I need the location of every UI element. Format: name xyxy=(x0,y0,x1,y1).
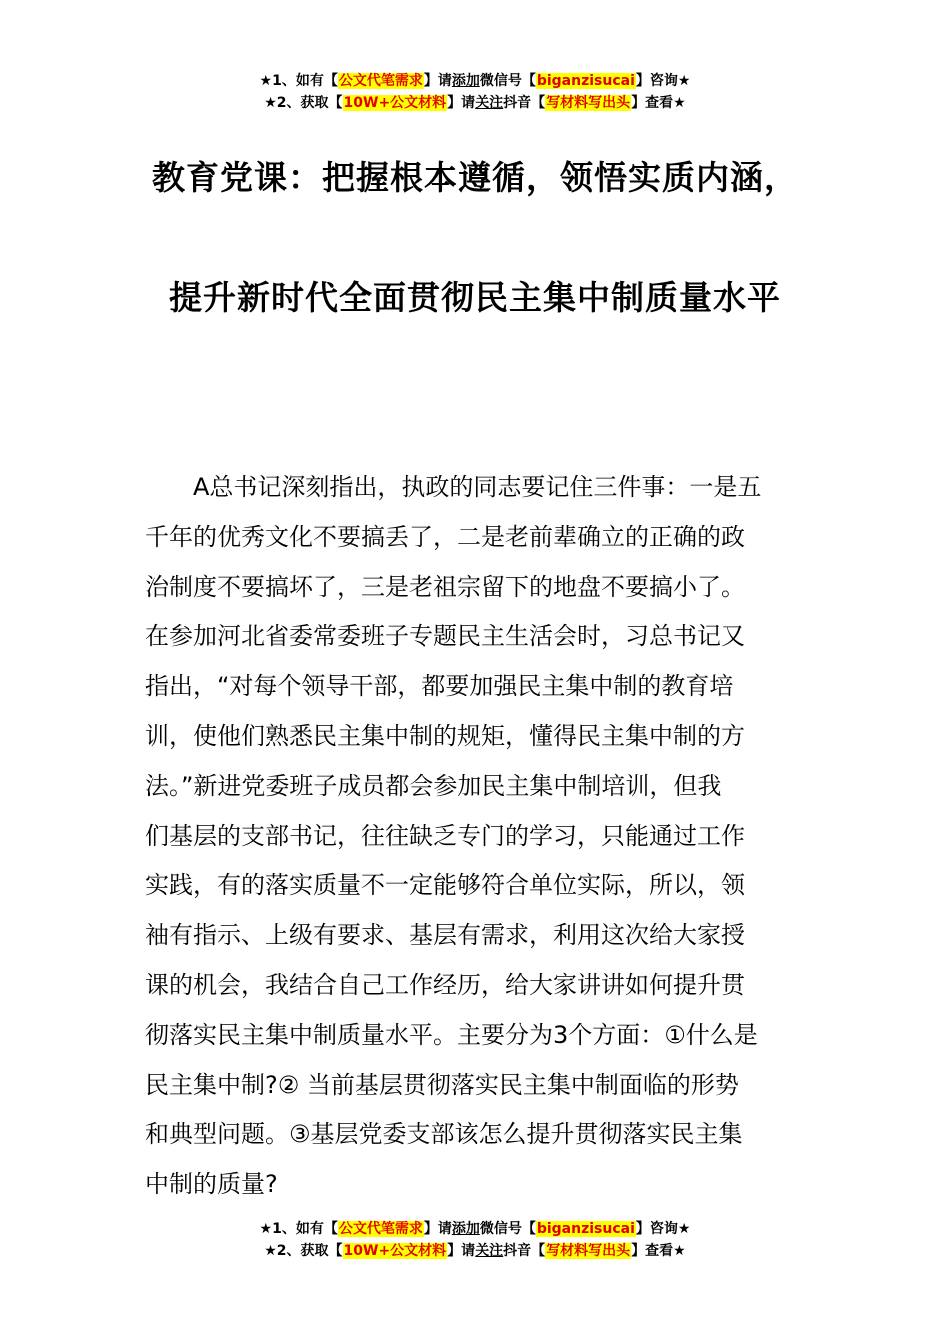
header-ad xyxy=(0,70,950,114)
ad-underline: 添加 xyxy=(451,73,480,89)
ad-text: 】请 xyxy=(423,1221,452,1237)
body-line: 民主集中制?② 当前基层贯彻落实民主集中制面临的形势 xyxy=(145,1070,739,1099)
ad-line-1 xyxy=(0,70,950,92)
ad-text: 微信号【 xyxy=(479,1221,536,1237)
body-line: 和典型问题。③基层党委支部该怎么提升贯彻落实民主集 xyxy=(145,1120,743,1149)
body-line: 课的机会，我结合自己工作经历，给大家讲讲如何提升贯 xyxy=(145,970,745,999)
ad-text: ★2、获取【 xyxy=(264,95,343,111)
body-line: 袖有指示、上级有要求、基层有需求，利用这次给大家授 xyxy=(145,921,745,950)
ad-text: 】请 xyxy=(447,1243,476,1259)
body-line: 在参加河北省委常委班子专题民主生活会时，习总书记又 xyxy=(145,622,745,651)
ad-text: 微信号【 xyxy=(479,73,536,89)
document-body xyxy=(145,463,807,1210)
body-line: 中制的质量? xyxy=(145,1170,278,1199)
ad-text: 】查看★ xyxy=(631,95,686,111)
ad-line-2 xyxy=(0,92,950,114)
ad-text: 抖音【 xyxy=(503,95,546,111)
ad-highlight-wechat: biganzisucai xyxy=(536,1221,635,1237)
body-line: 千年的优秀文化不要搞丢了，二是老前辈确立的正确的政 xyxy=(145,522,745,551)
ad-text: 抖音【 xyxy=(503,1243,546,1259)
ad-text: ★1、如有【 xyxy=(259,73,338,89)
ad-text: 】查看★ xyxy=(631,1243,686,1259)
ad-highlight: 10W+公文材料 xyxy=(343,1243,447,1259)
body-line: 实践，有的落实质量不一定能够符合单位实际，所以，领 xyxy=(145,871,745,900)
document-title-line-1: 教育党课：把握根本遵循，领悟实质内涵， xyxy=(152,158,798,197)
body-line: 法。”新进党委班子成员都会参加民主集中制培训，但我 xyxy=(145,771,722,800)
body-line: 治制度不要搞坏了，三是老祖宗留下的地盘不要搞小了。 xyxy=(145,572,745,601)
ad-highlight-douyin: 写材料写出头 xyxy=(546,1243,631,1259)
body-line: 指出，“对每个领导干部，都要加强民主集中制的教育培 xyxy=(145,672,734,701)
ad-underline: 添加 xyxy=(451,1221,480,1237)
body-line: 彻落实民主集中制质量水平。主要分为3个方面：①什么是 xyxy=(145,1020,758,1049)
ad-line-1 xyxy=(0,1218,950,1240)
ad-text: 】咨询★ xyxy=(635,1221,691,1237)
ad-text: ★2、获取【 xyxy=(264,1243,343,1259)
ad-text: 】请 xyxy=(423,73,452,89)
ad-highlight: 10W+公文材料 xyxy=(343,95,447,111)
ad-underline: 关注 xyxy=(475,95,504,111)
ad-highlight-douyin: 写材料写出头 xyxy=(546,95,631,111)
ad-text: 】咨询★ xyxy=(635,73,691,89)
body-line: A总书记深刻指出，执政的同志要记住三件事：一是五 xyxy=(193,473,762,501)
ad-underline: 关注 xyxy=(475,1243,504,1259)
body-line: 们基层的支部书记，往往缺乏专门的学习，只能通过工作 xyxy=(145,821,745,850)
footer-ad xyxy=(0,1218,950,1262)
body-line: 训，使他们熟悉民主集中制的规矩，懂得民主集中制的方 xyxy=(145,721,745,750)
ad-highlight-wechat: biganzisucai xyxy=(536,73,635,89)
ad-line-2 xyxy=(0,1240,950,1262)
ad-highlight: 公文代笔需求 xyxy=(338,73,423,89)
ad-text: 】请 xyxy=(447,95,476,111)
ad-text: ★1、如有【 xyxy=(259,1221,338,1237)
ad-highlight: 公文代笔需求 xyxy=(338,1221,423,1237)
document-title-line-2: 提升新时代全面贯彻民主集中制质量水平 xyxy=(169,278,781,317)
